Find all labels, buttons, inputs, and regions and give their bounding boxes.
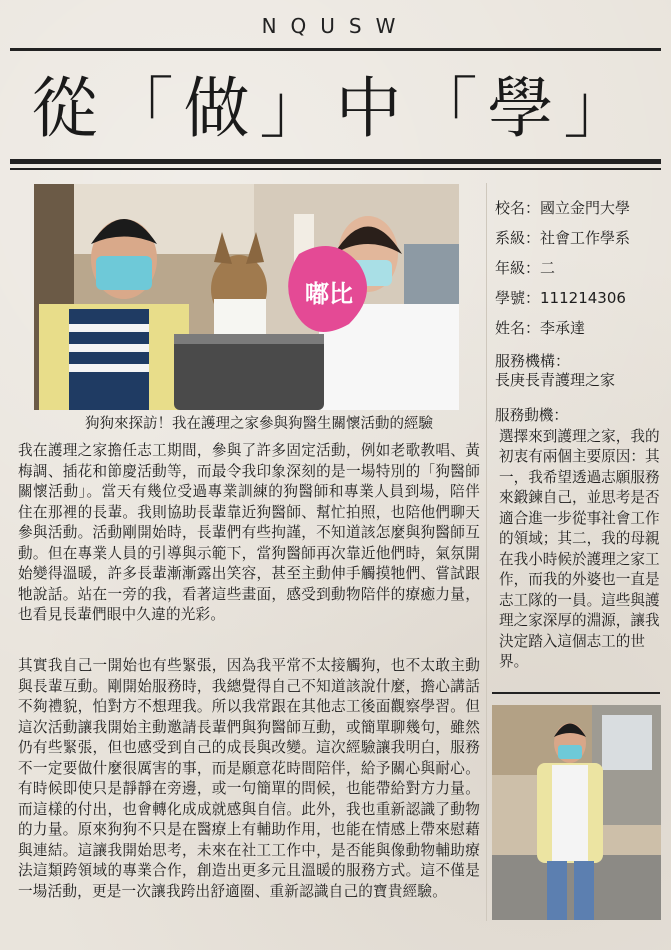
info-department-value: 社會工作學系	[540, 229, 631, 247]
column-divider	[486, 183, 487, 921]
info-department-label: 系級：	[495, 229, 541, 247]
title-rule-thick	[10, 159, 661, 164]
title-rule-thin	[10, 168, 661, 170]
paragraph-2: 其實我自己一開始也有些緊張，因為我平常不太接觸狗，也不太敢主動與長輩互動。剛開始服務時，我總覺得自己不知道該說什麼，擔心講話不夠禮貌，怕對方不想理我。所以我常跟在其他志工後面觀察學習。但這次活動讓我開始主動邀請長輩們與狗醫師互動，或簡單聊幾句，雖然仍有些緊張，但也感受到自己的成長與改變。這次經驗讓我明白，服務不一定要做什麼很厲害的事，而是願意花時間陪伴，給予關心與耐心。有時候即使只是靜靜在旁邊，或一句簡單的問候，也能帶給對方力量。而這樣的付出，也會轉化成成就感與自信。此外，我也重新認識了動物的力量。原來狗狗不只是在醫療上有輔助作用，也能在情感上帶來慰藉與連結。這讓我開始思考，未來在社工工作中，是否能與像動物輔助療法這類跨領域的專業合作，創造出更多元且溫暖的服務方式。這不僅是一場活動，更是一次讓我跨出舒適圈、重新認識自己的寶貴經驗。	[18, 657, 480, 900]
info-name-label: 姓名：	[495, 319, 541, 337]
info-grade	[495, 253, 665, 283]
info-name	[495, 313, 665, 343]
info-school	[495, 193, 665, 223]
student-info	[495, 193, 665, 343]
info-name-value: 李承達	[540, 319, 586, 337]
service-org	[495, 352, 665, 390]
info-grade-label: 年級：	[495, 259, 541, 277]
service-motive	[495, 406, 661, 673]
info-grade-value: 二	[540, 259, 556, 277]
sign-text: 嘟比	[305, 280, 353, 308]
portrait-photo-illustration	[492, 705, 661, 920]
info-school-label: 校名：	[495, 199, 541, 217]
paragraph-1: 我在護理之家擔任志工期間，參與了許多固定活動，例如老歌教唱、黃梅調、插花和節慶活動等，而最令我印象深刻的是一場特別的「狗醫師關懷活動」。當天有幾位受過專業訓練的狗醫師和專業人員到場，陪伴住在那裡的長輩。我則協助長輩靠近狗醫師、幫忙拍照，也陪他們聊天參與活動。活動剛開始時，長輩們有些拘謹，不知道該怎麼與狗醫師互動。但在專業人員的引導與示範下，當狗醫師再次靠近他們時，氣氛開始變得溫暖，許多長輩漸漸露出笑容，甚至主動伸手觸摸牠們、嘗試跟牠說話。站在一旁的我，看著這些畫面，感受到動物陪伴的療癒力量，也看見長輩們眼中久違的光彩。	[18, 442, 480, 623]
service-org-value: 長庚長青護理之家	[495, 371, 616, 389]
info-department	[495, 223, 665, 253]
info-student-id-label: 學號：	[495, 289, 541, 307]
main-photo-illustration	[34, 184, 459, 410]
main-photo	[34, 184, 459, 410]
info-school-value: 國立金門大學	[540, 199, 631, 217]
sidebar-rule	[492, 692, 660, 694]
top-rule	[10, 48, 661, 51]
service-motive-text: 選擇來到護理之家，我的初衷有兩個主要原因：其一，我希望透過志願服務來鍛鍊自己，並思考是否適合進一步從事社會工作的領域；其二，我的母親在我小時候於護理之家工作，而我的外婆也一直是志工隊的一員。這些與護理之家深厚的淵源，讓我決定踏入這個志工的世界。	[499, 427, 660, 670]
info-student-id	[495, 283, 665, 313]
service-motive-label: 服務動機：	[495, 407, 568, 424]
info-student-id-value: 111214306	[540, 289, 626, 307]
brand-header: NQUSW	[261, 14, 410, 38]
page-title: 從「做」中「學」	[31, 70, 640, 147]
portrait-photo	[492, 705, 661, 920]
photo-caption: 狗狗來探訪！我在護理之家參與狗醫生關懷活動的經驗	[85, 416, 433, 432]
service-org-label: 服務機構：	[495, 352, 571, 370]
